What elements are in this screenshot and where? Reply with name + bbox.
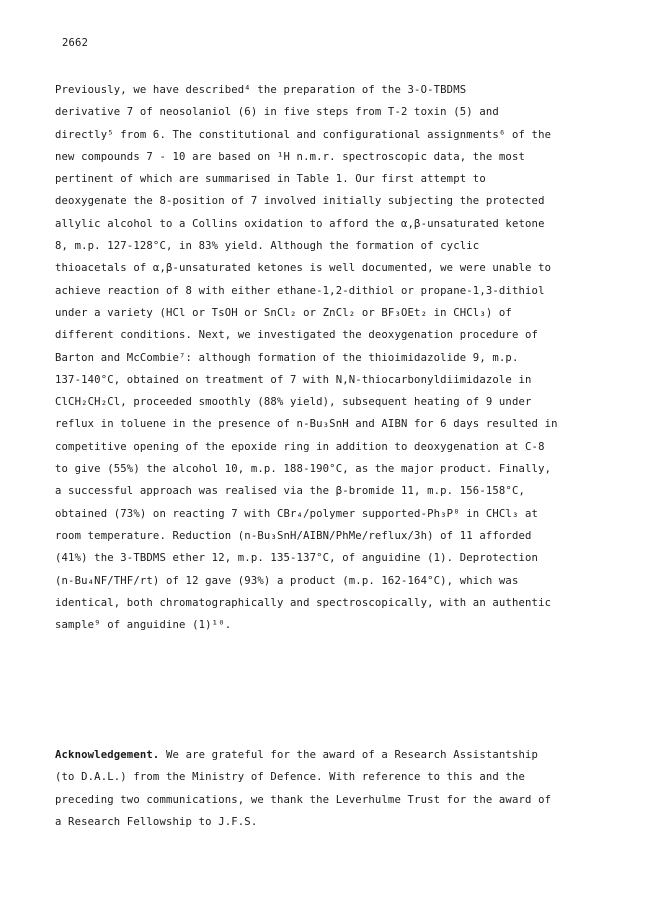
acknowledgement-text: We are grateful for the award of a Research Assistantship [159, 749, 539, 761]
text-line: (n-Bu₄NF/THF/rt) of 12 gave (93%) a product (m.p. 162-164°C), which was [55, 574, 519, 587]
acknowledgement-section [55, 744, 615, 833]
text-line: different conditions. Next, we investigated the deoxygenation procedure of [55, 329, 539, 342]
text-line: thioacetals of α,β-unsaturated ketones is well documented, we were unable to [55, 262, 552, 275]
text-line: pertinent of which are summarised in Table 1. Our first attempt to [55, 173, 486, 186]
text-line: identical, both chromatographically and spectroscopically, with an authentic [55, 596, 552, 609]
text-line: 8, m.p. 127-128°C, in 83% yield. Although the formation of cyclic [55, 240, 480, 253]
text-line: derivative 7 of neosolaniol (6) in five steps from T-2 toxin (5) and [55, 106, 499, 119]
text-line: obtained (73%) on reacting 7 with CBr₄/polymer supported-Ph₃P⁸ in CHCl₃ at [55, 507, 539, 520]
text-line: achieve reaction of 8 with either ethane-1,2-dithiol or propane-1,3-dithiol [55, 284, 545, 297]
acknowledgement-line: (to D.A.L.) from the Ministry of Defence. With reference to this and the [55, 771, 526, 784]
text-line: (41%) the 3-TBDMS ether 12, m.p. 135-137°C, of anguidine (1). Deprotection [55, 552, 539, 565]
text-line: a successful approach was realised via the β-bromide 11, m.p. 156-158°C, [55, 485, 526, 498]
text-line: competitive opening of the epoxide ring in addition to deoxygenation at C-8 [55, 440, 545, 453]
acknowledgement-line: preceding two communications, we thank the Leverhulme Trust for the award of [55, 793, 552, 806]
text-line: to give (55%) the alcohol 10, m.p. 188-190°C, as the major product. Finally, [55, 463, 552, 476]
acknowledgement-line: a Research Fellowship to J.F.S. [55, 815, 258, 828]
text-line: reflux in toluene in the presence of n-Bu₃SnH and AIBN for 6 days resulted in [55, 418, 558, 431]
text-line: under a variety (HCl or TsOH or SnCl₂ or ZnCl₂ or BF₃OEt₂ in CHCl₃) of [55, 306, 512, 319]
text-line: new compounds 7 - 10 are based on ¹H n.m.r. spectroscopic data, the most [55, 150, 526, 163]
page-number: 2662 [62, 37, 89, 49]
acknowledgement-line-1 [55, 744, 615, 766]
body-paragraph [55, 79, 615, 636]
text-line: Previously, we have described⁴ the preparation of the 3-O-TBDMS [55, 84, 467, 96]
text-line: Barton and McCombie⁷: although formation of the thioimidazolide 9, m.p. [55, 351, 519, 364]
acknowledgement-heading: Acknowledgement. [55, 749, 160, 761]
text-line: room temperature. Reduction (n-Bu₃SnH/AIBN/PhMe/reflux/3h) of 11 afforded [55, 529, 532, 542]
text-line: deoxygenate the 8-position of 7 involved initially subjecting the protected [55, 195, 545, 208]
text-line: sample⁹ of anguidine (1)¹⁰. [55, 619, 232, 632]
text-line: directly⁵ from 6. The constitutional and configurational assignments⁶ of the [55, 128, 552, 141]
text-line: 137-140°C, obtained on treatment of 7 with N,N-thiocarbonyldiimidazole in [55, 373, 532, 386]
text-line: allylic alcohol to a Collins oxidation to afford the α,β-unsaturated ketone [55, 217, 545, 230]
text-line: ClCH₂CH₂Cl, proceeded smoothly (88% yield), subsequent heating of 9 under [55, 396, 532, 409]
